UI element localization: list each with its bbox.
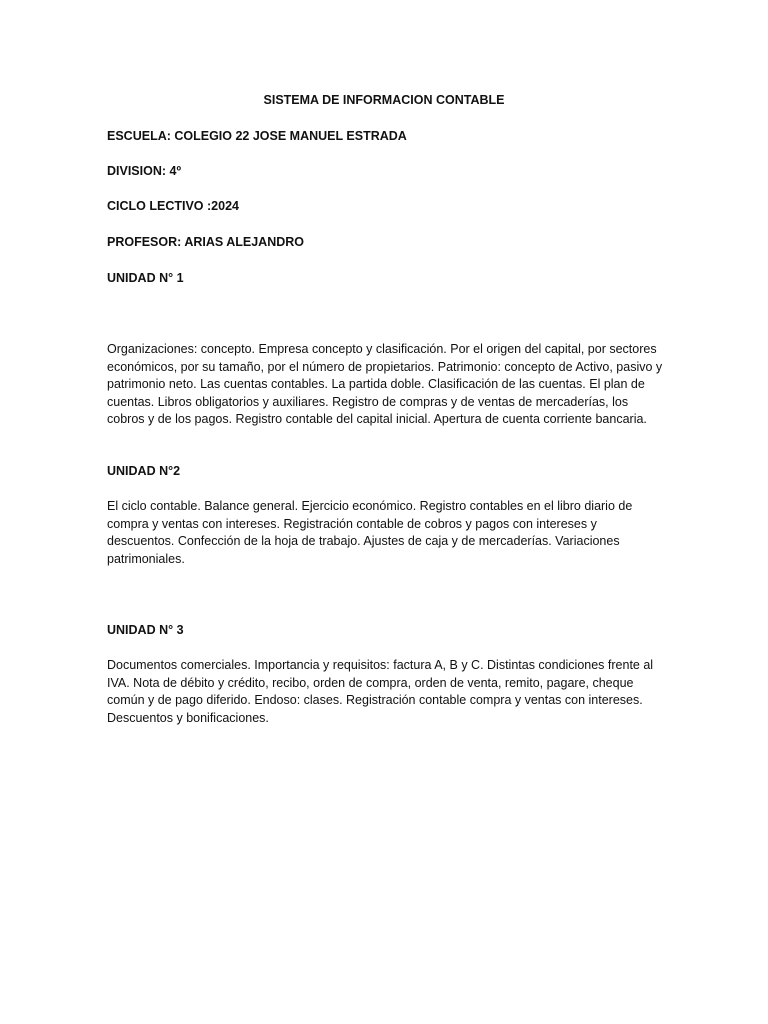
unit-1-content: Organizaciones: concepto. Empresa concepto y clasificación. Por el origen del capital, por sectores económicos, por su tamaño, por el número de propietarios. Patrimonio: concepto de Activo, pasivo y patrimonio neto. Las cuentas contables. La partida doble. Clasificación de las cuentas. El plan de cuentas. Libros obligatorios y auxiliares. Registro de compras y de ventas de mercaderías, los cobros y de los pagos. Registro contable del capital inicial. Apertura de cuenta corriente bancaria. bbox=[107, 342, 663, 427]
unit-2-heading: UNIDAD N°2 bbox=[107, 464, 181, 478]
unit-3-content: Documentos comerciales. Importancia y requisitos: factura A, B y C. Distintas condiciones frente al IVA. Nota de débito y crédito, recibo, orden de compra, orden de venta, remito, pagare, cheque común y de pago diferido. Endoso: clases. Registración contable compra y ventas con intereses. Descuentos y bonificaciones. bbox=[107, 658, 654, 725]
unit-1-heading: UNIDAD N° 1 bbox=[107, 271, 184, 285]
document-title: SISTEMA DE INFORMACION CONTABLE bbox=[263, 93, 505, 107]
school-line: ESCUELA: COLEGIO 22 JOSE MANUEL ESTRADA bbox=[107, 129, 407, 143]
cycle-line: CICLO LECTIVO :2024 bbox=[107, 199, 239, 213]
unit-3-heading: UNIDAD N° 3 bbox=[107, 623, 184, 637]
unit-2-content: El ciclo contable. Balance general. Ejercicio económico. Registro contables en el libro diario de compra y ventas con intereses. Registración contable de cobros y pagos con intereses y descuentos. Confección de la hoja de trabajo. Ajustes de caja y de mercaderías. Variaciones patrimoniales. bbox=[107, 499, 633, 566]
division-line: DIVISION: 4º bbox=[107, 164, 182, 178]
teacher-line: PROFESOR: ARIAS ALEJANDRO bbox=[107, 235, 305, 249]
